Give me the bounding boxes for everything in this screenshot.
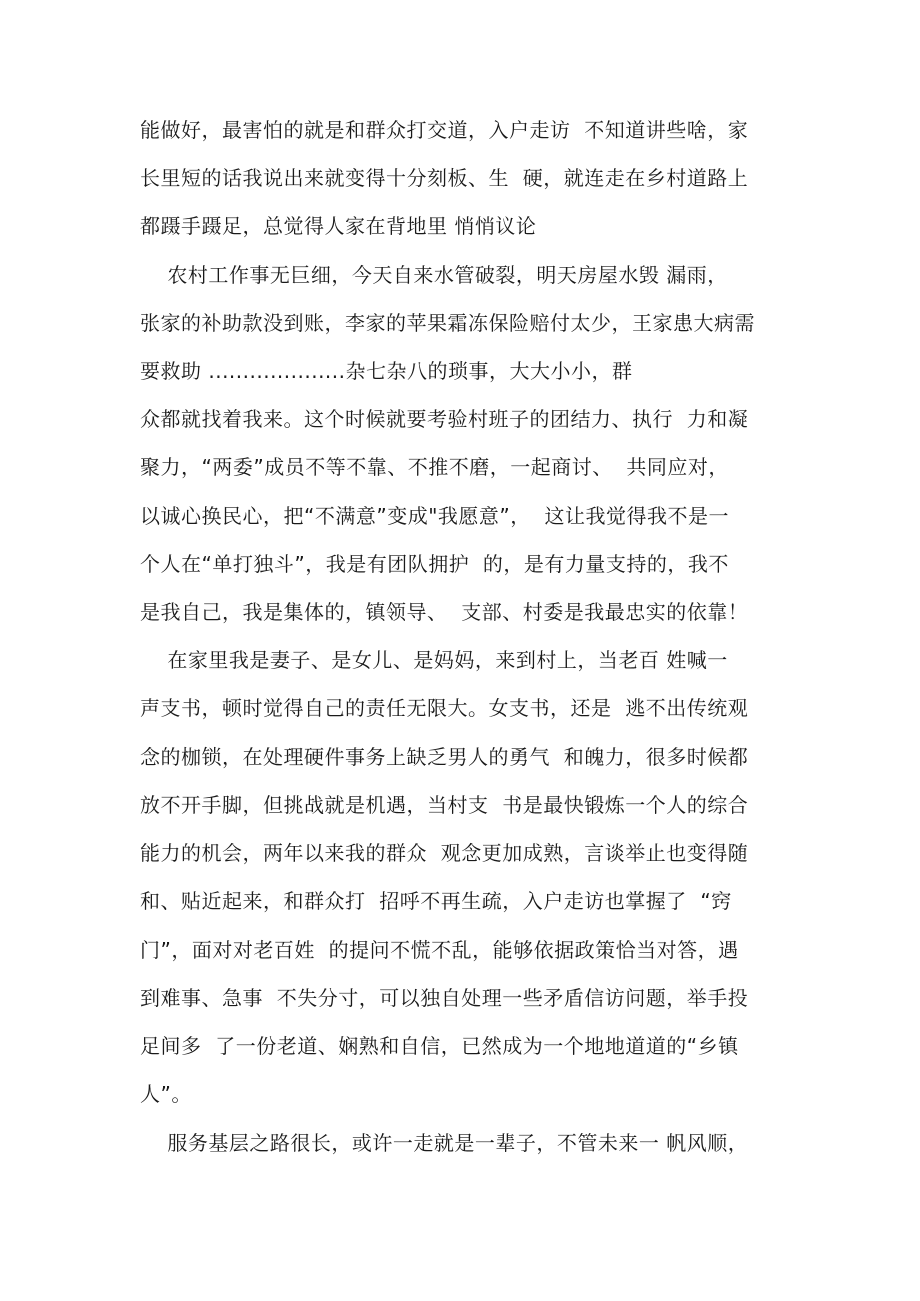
text-line: 和、贴近起来，和群众打 招呼不再生疏，入户走访也掌握了 “窍 <box>140 889 732 913</box>
text-line: 众都就找着我来。这个时候就要考验村班子的团结力、执行 力和凝 <box>140 407 749 431</box>
text-line: 门”，面对对老百姓 的提问不慌不乱，能够依据政策恰当对答，遇 <box>140 938 739 962</box>
text-line: 能做好，最害怕的就是和群众打交道，入户走访 不知道讲些啥，家 <box>140 118 749 142</box>
text-line: 念的枷锁，在处理硬件事务上缺乏男人的勇气 和魄力，很多时候都 <box>140 745 749 769</box>
paragraph-start: 在家里我是妻子、是女儿、是妈妈，来到村上，当老百 姓喊一 <box>140 648 728 672</box>
text-line: 要救助 ....................杂七杂八的琐事，大大小小，群 <box>140 359 633 383</box>
text-line: 以诚心换民心，把“不满意”变成"我愿意”， 这让我觉得我不是一 <box>140 504 729 528</box>
text-line: 能力的机会，两年以来我的群众 观念更加成熟，言谈举止也变得随 <box>140 841 749 865</box>
text-line: 张家的补助款没到账，李家的苹果霜冻保险赔付太少，王家患大病需 <box>140 311 755 335</box>
paragraph-start: 服务基层之路很长，或许一走就是一辈子，不管未来一 帆风顺， <box>140 1131 749 1155</box>
text-line: 都蹑手蹑足，总觉得人家在背地里 悄悄议论 <box>140 214 537 238</box>
text-line: 声支书，顿时觉得自己的责任无限大。女支书，还是 逃不出传统观 <box>140 696 749 720</box>
text-line: 人”。 <box>140 1082 192 1106</box>
text-line: 足间多 了一份老道、娴熟和自信，已然成为一个地地道道的“乡镇 <box>140 1034 739 1058</box>
paragraph-start: 农村工作事无巨细，今天自来水管破裂，明天房屋水毁 漏雨， <box>140 263 728 287</box>
text-line: 长里短的话我说出来就变得十分刻板、生 硬，就连走在乡村道路上 <box>140 166 749 190</box>
text-line: 放不开手脚，但挑战就是机遇，当村支 书是最快锻炼一个人的综合 <box>140 793 749 817</box>
text-line: 聚力，“两委”成员不等不靠、不推不磨，一起商讨、 共同应对， <box>140 455 729 479</box>
text-line: 到难事、急事 不失分寸，可以独自处理一些矛盾信访问题，举手投 <box>140 986 749 1010</box>
text-line: 是我自己，我是集体的，镇领导、 支部、村委是我最忠实的依靠！ <box>140 600 749 624</box>
text-line: 个人在“单打独斗”，我是有团队拥护 的，是有力量支持的，我不 <box>140 552 729 576</box>
